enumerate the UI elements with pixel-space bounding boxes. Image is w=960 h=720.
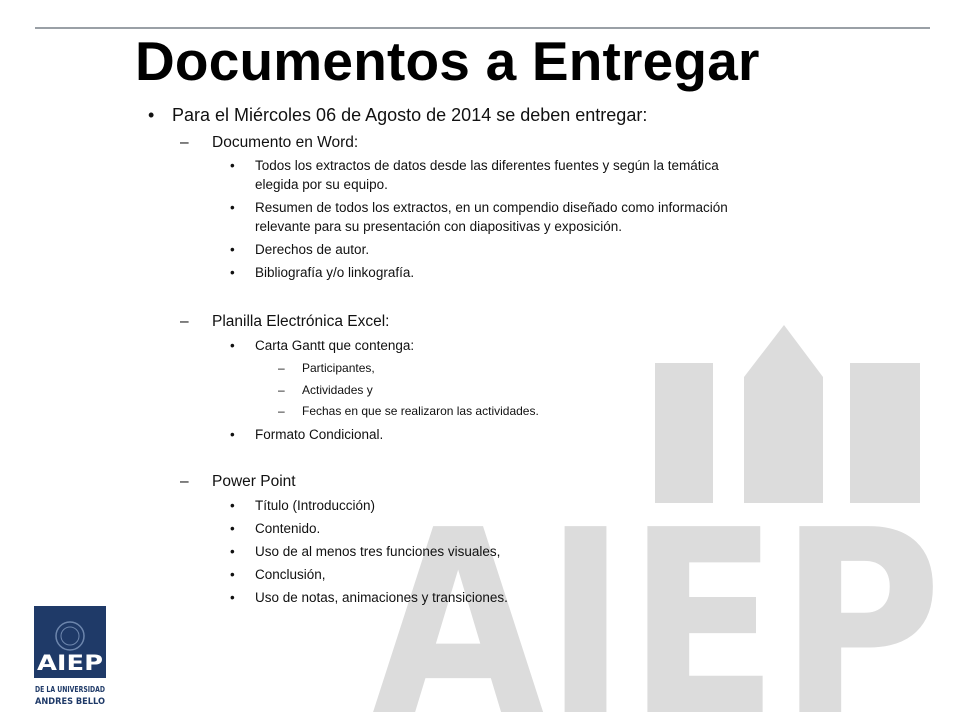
item-text: Formato Condicional. <box>255 427 384 442</box>
item-text: Carta Gantt que contenga: <box>255 338 415 353</box>
bullet-level2: – <box>180 313 189 330</box>
item-text: Conclusión, <box>255 567 326 582</box>
bullet-level4: – <box>278 383 285 397</box>
bullet-level3: • <box>230 242 235 257</box>
bullet-level3: • <box>230 265 235 280</box>
bullet-level3: • <box>230 498 235 513</box>
bullet-level3: • <box>230 200 235 215</box>
watermark-text: AIEP <box>372 476 942 720</box>
bullet-level4: – <box>278 404 285 418</box>
item-text: Uso de al menos tres funciones visuales, <box>255 544 501 559</box>
bullet-level3: • <box>230 567 235 582</box>
logo-line1: DE LA UNIVERSIDAD <box>35 685 105 694</box>
bullet-level3: • <box>230 338 235 353</box>
item-text: Título (Introducción) <box>255 498 376 513</box>
section-heading-excel: Planilla Electrónica Excel: <box>212 313 390 330</box>
bullet-level2: – <box>180 134 189 151</box>
section-heading-word: Documento en Word: <box>212 134 359 151</box>
item-text: elegida por su equipo. <box>255 177 388 192</box>
bullet-level2: – <box>180 473 189 490</box>
item-text: Todos los extractos de datos desde las diferentes fuentes y según la temática <box>255 158 719 173</box>
bullet-level3: • <box>230 544 235 559</box>
bullet-level3: • <box>230 158 235 173</box>
section-heading-powerpoint: Power Point <box>212 473 296 490</box>
item-text: relevante para su presentación con diapositivas y exposición. <box>255 219 622 234</box>
item-text: Resumen de todos los extractos, en un compendio diseñado como información <box>255 200 728 215</box>
item-text: Derechos de autor. <box>255 242 370 257</box>
item-text: Uso de notas, animaciones y transiciones. <box>255 590 508 605</box>
item-text: Contenido. <box>255 521 321 536</box>
bullet-level1: • <box>148 105 155 125</box>
logo-acronym: AIEP <box>37 651 103 675</box>
subitem-text: Participantes, <box>302 361 375 375</box>
subitem-text: Fechas en que se realizaron las actividades. <box>302 404 539 418</box>
bullet-level3: • <box>230 427 235 442</box>
subitem-text: Actividades y <box>302 383 373 397</box>
intro-text: Para el Miércoles 06 de Agosto de 2014 se deben entregar: <box>172 105 648 125</box>
logo-line2: ANDRES BELLO <box>35 697 106 707</box>
slide-title: Documentos a Entregar <box>135 30 760 92</box>
bullet-level4: – <box>278 361 285 375</box>
bullet-level3: • <box>230 590 235 605</box>
bullet-level3: • <box>230 521 235 536</box>
item-text: Bibliografía y/o linkografía. <box>255 265 415 280</box>
